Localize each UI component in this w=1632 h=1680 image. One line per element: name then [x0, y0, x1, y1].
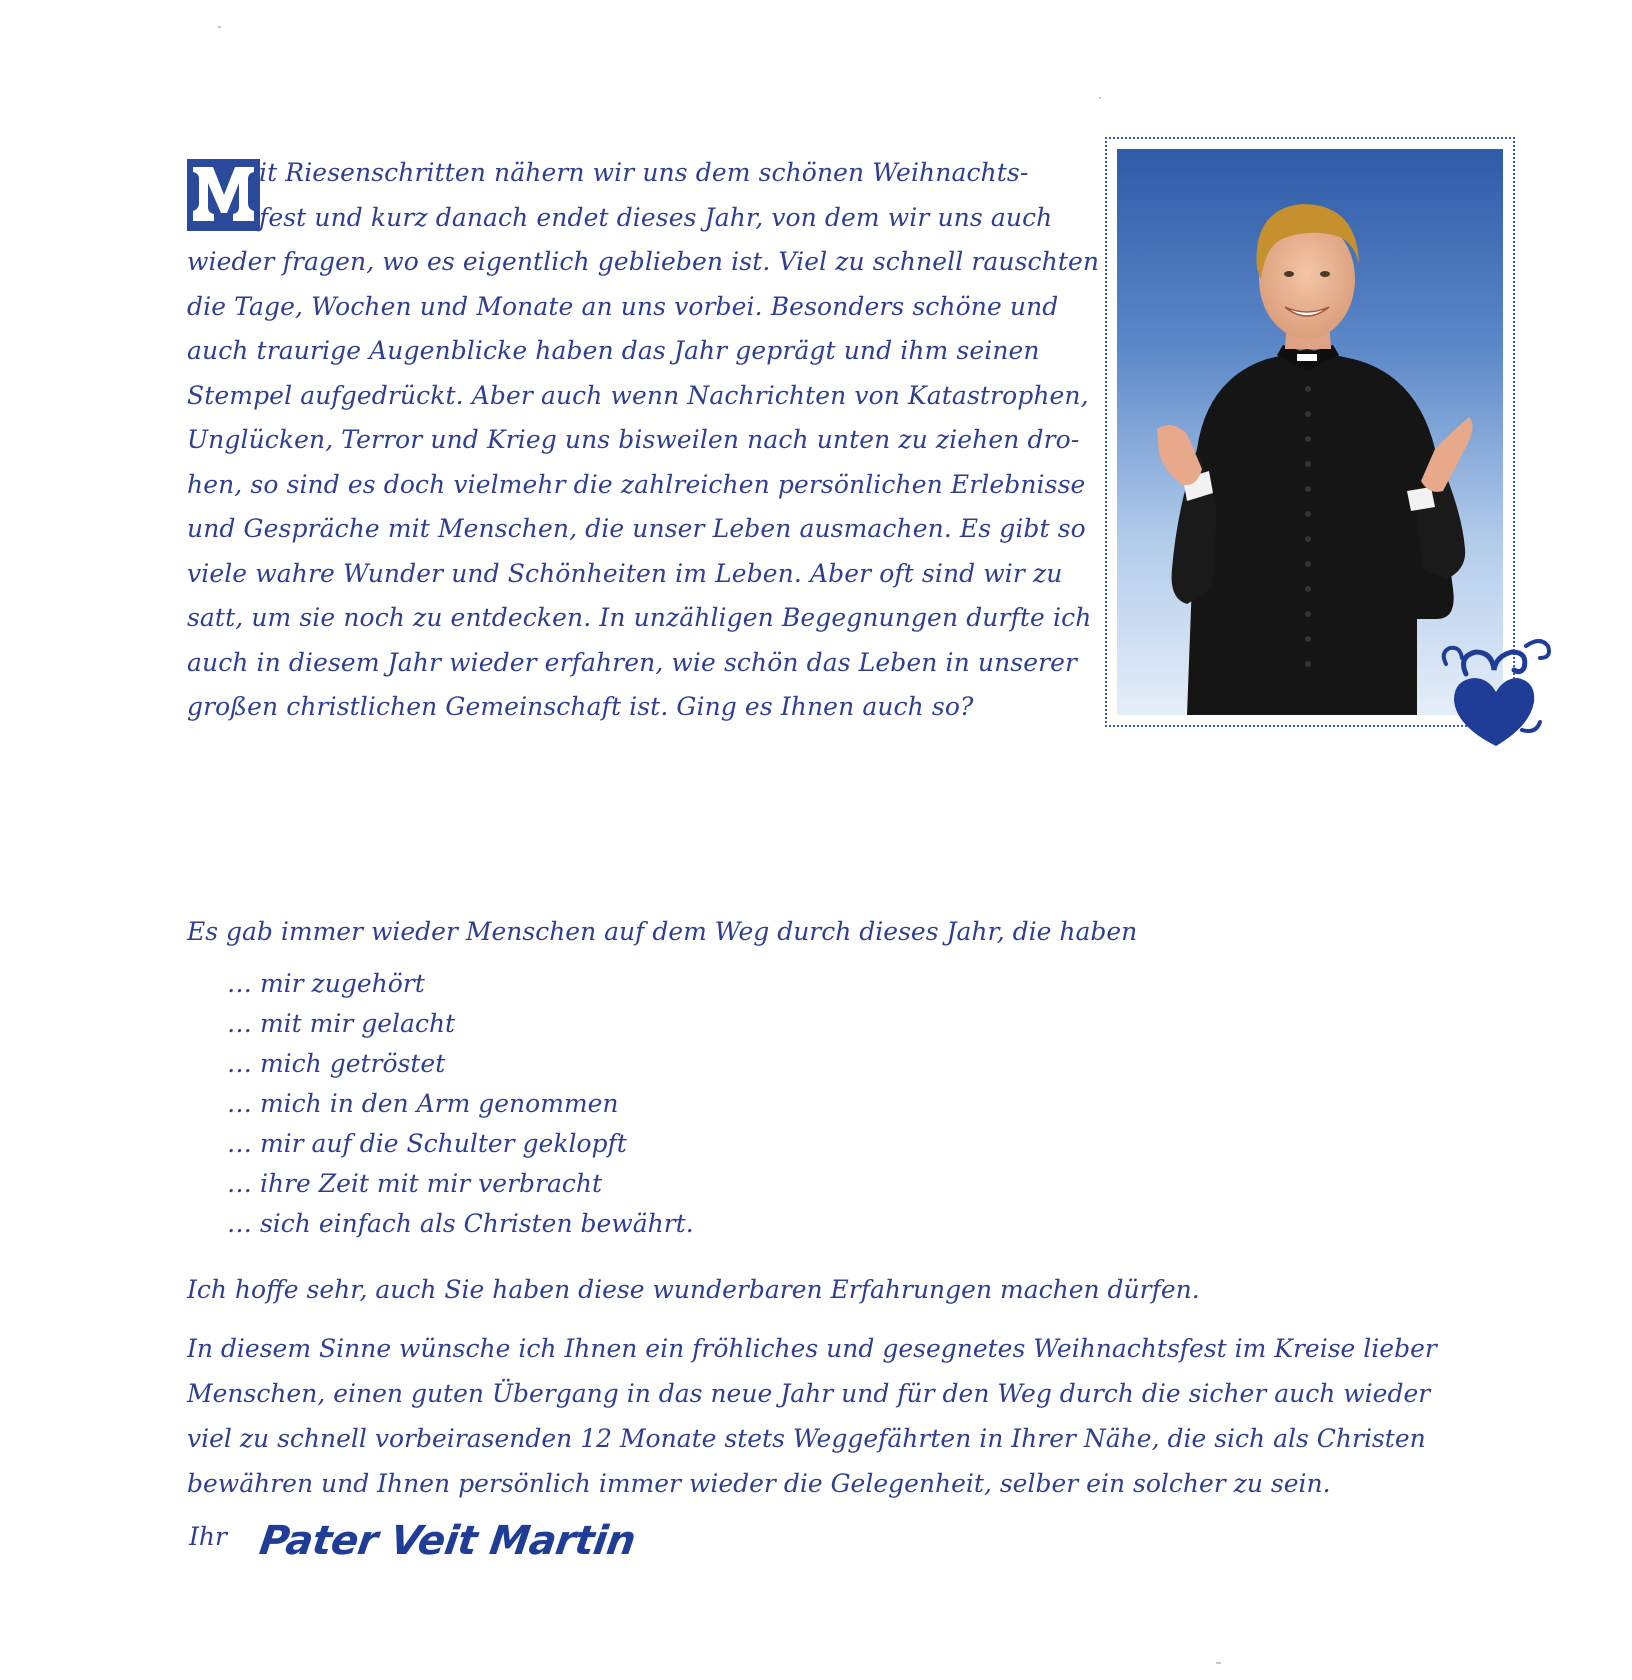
wish-line: bewähren und Ihnen persönlich immer wieder die Gelegenheit, selber ein solcher zu sein. [187, 1469, 1331, 1498]
intro-line: auch in diesem Jahr wieder erfahren, wie schön das Leben in unserer [187, 647, 1078, 677]
wish-line: Menschen, einen guten Übergang in das neue Jahr und für den Weg durch die sicher auch wieder [187, 1379, 1431, 1408]
intro-line: die Tage, Wochen und Monate an uns vorbei. Besonders schöne und [187, 291, 1059, 321]
scan-speck [1216, 1662, 1221, 1664]
scan-speck [218, 26, 221, 28]
list-item: … mir auf die Schulter geklopft [227, 1129, 627, 1158]
list-item: … ihre Zeit mit mir verbracht [227, 1169, 603, 1198]
intro-line: fest und kurz danach endet dieses Jahr, von dem wir uns auch [259, 202, 1053, 232]
intro-line: wieder fragen, wo es eigentlich geblieben ist. Viel zu schnell rauschten [187, 247, 1100, 276]
intro-line: Stempel aufgedrückt. Aber auch wenn Nachrichten von Katastrophen, [187, 380, 1089, 410]
list-item: … mit mir gelacht [227, 1009, 456, 1038]
wish-line: viel zu schnell vorbeirasenden 12 Monate stets Weggefährten in Ihrer Nähe, die sich als Christen [187, 1424, 1426, 1453]
intro-line: it Riesenschritten nähern wir uns dem schönen Weihnachts- [259, 158, 1029, 187]
list-lead-sentence: Es gab immer wieder Menschen auf dem Weg durch dieses Jahr, die haben [187, 917, 1138, 946]
intro-line: hen, so sind es doch vielmehr die zahlreichen persönlichen Erlebnisse [187, 469, 1086, 499]
hope-sentence: Ich hoffe sehr, auch Sie haben diese wunderbaren Erfahrungen machen dürfen. [187, 1275, 1200, 1304]
intro-line: großen christlichen Gemeinschaft ist. Ging es Ihnen auch so? [187, 692, 974, 721]
signoff-ihr: Ihr [189, 1522, 227, 1551]
scan-speck [1099, 97, 1101, 99]
intro-line: Unglücken, Terror und Krieg uns bisweilen nach unten zu ziehen dro- [187, 425, 1080, 454]
intro-line: auch traurige Augenblicke haben das Jahr geprägt und ihm seinen [187, 336, 1040, 365]
list-item: … mich in den Arm genommen [227, 1089, 619, 1118]
wish-paragraph [187, 1326, 1437, 1506]
intro-line: satt, um sie noch zu entdecken. In unzähligen Begegnungen durfte ich [187, 603, 1092, 632]
list-item: … mich getröstet [227, 1049, 446, 1078]
signoff [189, 1518, 639, 1578]
people-list [227, 964, 1387, 1244]
portrait-photo [1117, 149, 1503, 715]
list-item: … mir zugehört [227, 969, 425, 998]
intro-paragraph [187, 151, 1100, 730]
intro-line: und Gespräche mit Menschen, die unser Leben ausmachen. Es gibt so [187, 514, 1086, 543]
list-item: … sich einfach als Christen bewährt. [227, 1209, 694, 1238]
lower-section [187, 910, 1437, 1506]
wish-line: In diesem Sinne wünsche ich Ihnen ein fröhliches und gesegnetes Weihnachtsfest im Kreise lieber [187, 1334, 1437, 1363]
signature: Pater Veit Martin [256, 1518, 639, 1564]
intro-line: viele wahre Wunder und Schönheiten im Leben. Aber oft sind wir zu [187, 558, 1063, 588]
heart-flourish-icon [1436, 634, 1556, 754]
